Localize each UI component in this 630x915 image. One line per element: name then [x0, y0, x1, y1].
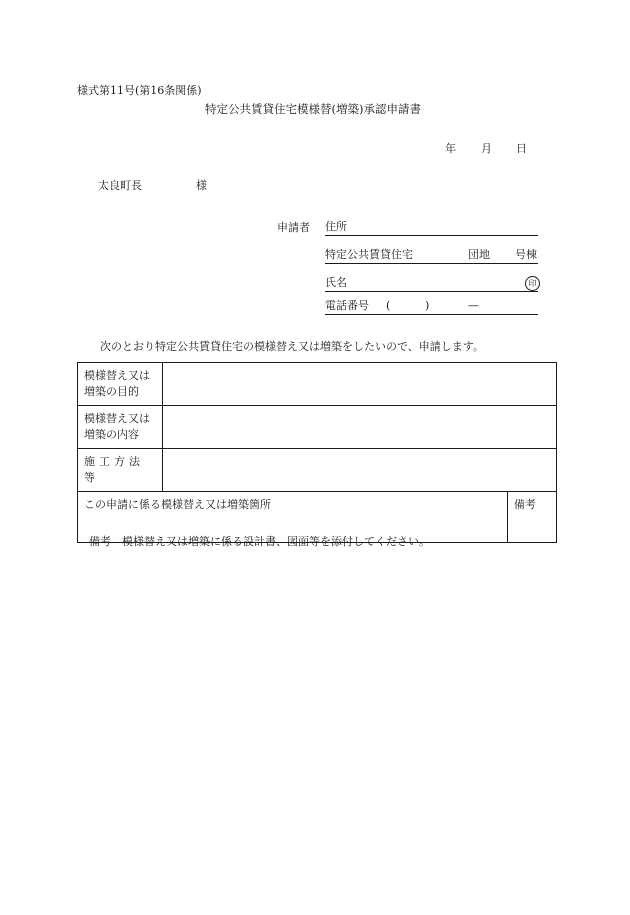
date-month-label: 月 — [481, 142, 492, 155]
application-table — [77, 362, 557, 543]
remarks-cell[interactable] — [507, 492, 556, 543]
remarks-label: 備考 — [513, 498, 536, 511]
housing-building-label: 号棟 — [515, 248, 537, 261]
housing-label: 特定公共賃貸住宅 — [325, 248, 413, 261]
phone-label: 電話番号 — [325, 299, 369, 312]
purpose-label-line-2: 増築の目的 — [84, 385, 139, 398]
method-input-cell[interactable] — [163, 449, 557, 492]
table-row — [78, 363, 557, 406]
addressee-name: 太良町長 — [98, 179, 142, 192]
content-label-line-2: 増築の内容 — [84, 428, 139, 441]
phone-field[interactable] — [325, 300, 538, 315]
footer-remarks-note: 備考 模様替え又は増築に係る設計書、図面等を添付してください。 — [89, 535, 430, 548]
form-number: 様式第11号(第16条関係) — [77, 84, 202, 97]
name-label: 氏名 — [325, 276, 347, 289]
phone-dash: — — [468, 299, 479, 312]
applicant-label: 申請者 — [277, 221, 310, 234]
content-label-cell — [78, 406, 163, 449]
seal-mark: 印 — [525, 276, 540, 291]
purpose-label-line-1: 模様替え又は — [84, 369, 150, 382]
date-day-label: 日 — [516, 142, 527, 155]
purpose-label-cell — [78, 363, 163, 406]
address-label: 住所 — [325, 220, 347, 233]
date-year-label: 年 — [445, 142, 456, 155]
addressee-honorific: 様 — [196, 179, 207, 192]
table-row — [78, 406, 557, 449]
table-row — [78, 449, 557, 492]
name-field[interactable] — [325, 277, 538, 292]
content-label-line-1: 模様替え又は — [84, 412, 150, 425]
housing-complex-label: 団地 — [468, 248, 490, 261]
location-label: この申請に係る模様替え又は増築箇所 — [84, 498, 271, 511]
application-statement: 次のとおり特定公共賃貸住宅の模様替え又は増築をしたいので、申請します。 — [100, 340, 484, 353]
housing-field[interactable] — [325, 249, 538, 264]
address-field[interactable] — [325, 221, 538, 236]
phone-close-paren: ) — [425, 299, 430, 312]
phone-open-paren: ( — [386, 299, 391, 312]
purpose-input-cell[interactable] — [163, 363, 557, 406]
method-label-cell: 施工方法等 — [78, 449, 163, 492]
document-title: 特定公共賃貸住宅模様替(増築)承認申請書 — [205, 102, 421, 116]
content-input-cell[interactable] — [163, 406, 557, 449]
